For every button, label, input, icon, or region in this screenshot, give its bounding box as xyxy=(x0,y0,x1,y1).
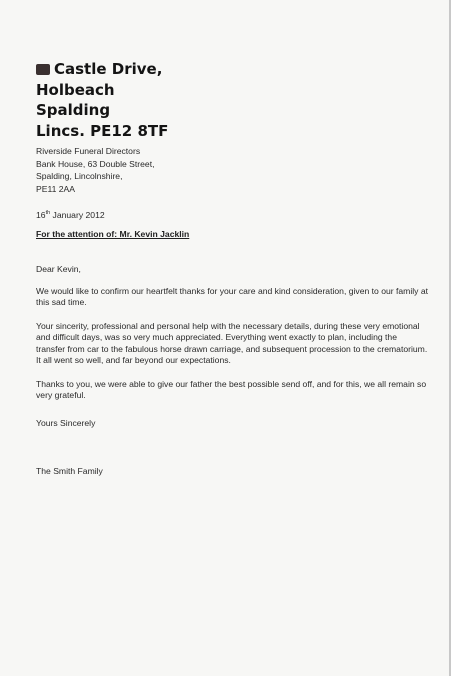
redacted-house-number xyxy=(36,64,50,75)
closing: Yours Sincerely xyxy=(36,418,96,428)
recipient-name: Riverside Funeral Directors xyxy=(36,146,141,156)
letter-date xyxy=(36,207,105,221)
sender-address xyxy=(36,59,168,141)
attention-line: For the attention of: Mr. Kevin Jacklin xyxy=(36,229,190,239)
date-month-year: January 2012 xyxy=(50,210,105,220)
sender-street: Castle Drive, xyxy=(54,60,163,78)
paragraph-2: Your sincerity, professional and personal help with the necessary details, during these very emotional and difficult days, was so very much appreciated. Everything went exactly to plan, including the transfer from car to the fabulous horse drawn carriage, and subsequent procession to the crematorium. It all went so well, and far beyond our expectations. xyxy=(36,320,428,365)
greeting: Dear Kevin, xyxy=(36,264,81,274)
paragraph-3: Thanks to you, we were able to give our father the best possible send off, and for this, we all remain so very grateful. xyxy=(36,378,427,400)
sender-city: Spalding xyxy=(36,101,111,119)
sender-address-line-1 xyxy=(36,59,168,80)
date-ordinal-suffix: th xyxy=(45,210,51,216)
recipient-town: Spalding, Lincolnshire, xyxy=(36,171,123,181)
signature: The Smith Family xyxy=(36,466,103,476)
sender-town: Holbeach xyxy=(36,80,115,99)
recipient-address xyxy=(36,145,154,195)
date-day: 16 xyxy=(36,210,46,220)
paragraph-1: We would like to confirm our heartfelt thanks for your care and kind consideration, given to our family at this sad time. xyxy=(36,285,429,307)
recipient-postcode: PE11 2AA xyxy=(36,183,76,194)
recipient-street: Bank House, 63 Double Street, xyxy=(36,158,155,169)
letter-body xyxy=(36,264,428,414)
sender-county-postcode: Lincs. PE12 8TF xyxy=(36,121,169,140)
